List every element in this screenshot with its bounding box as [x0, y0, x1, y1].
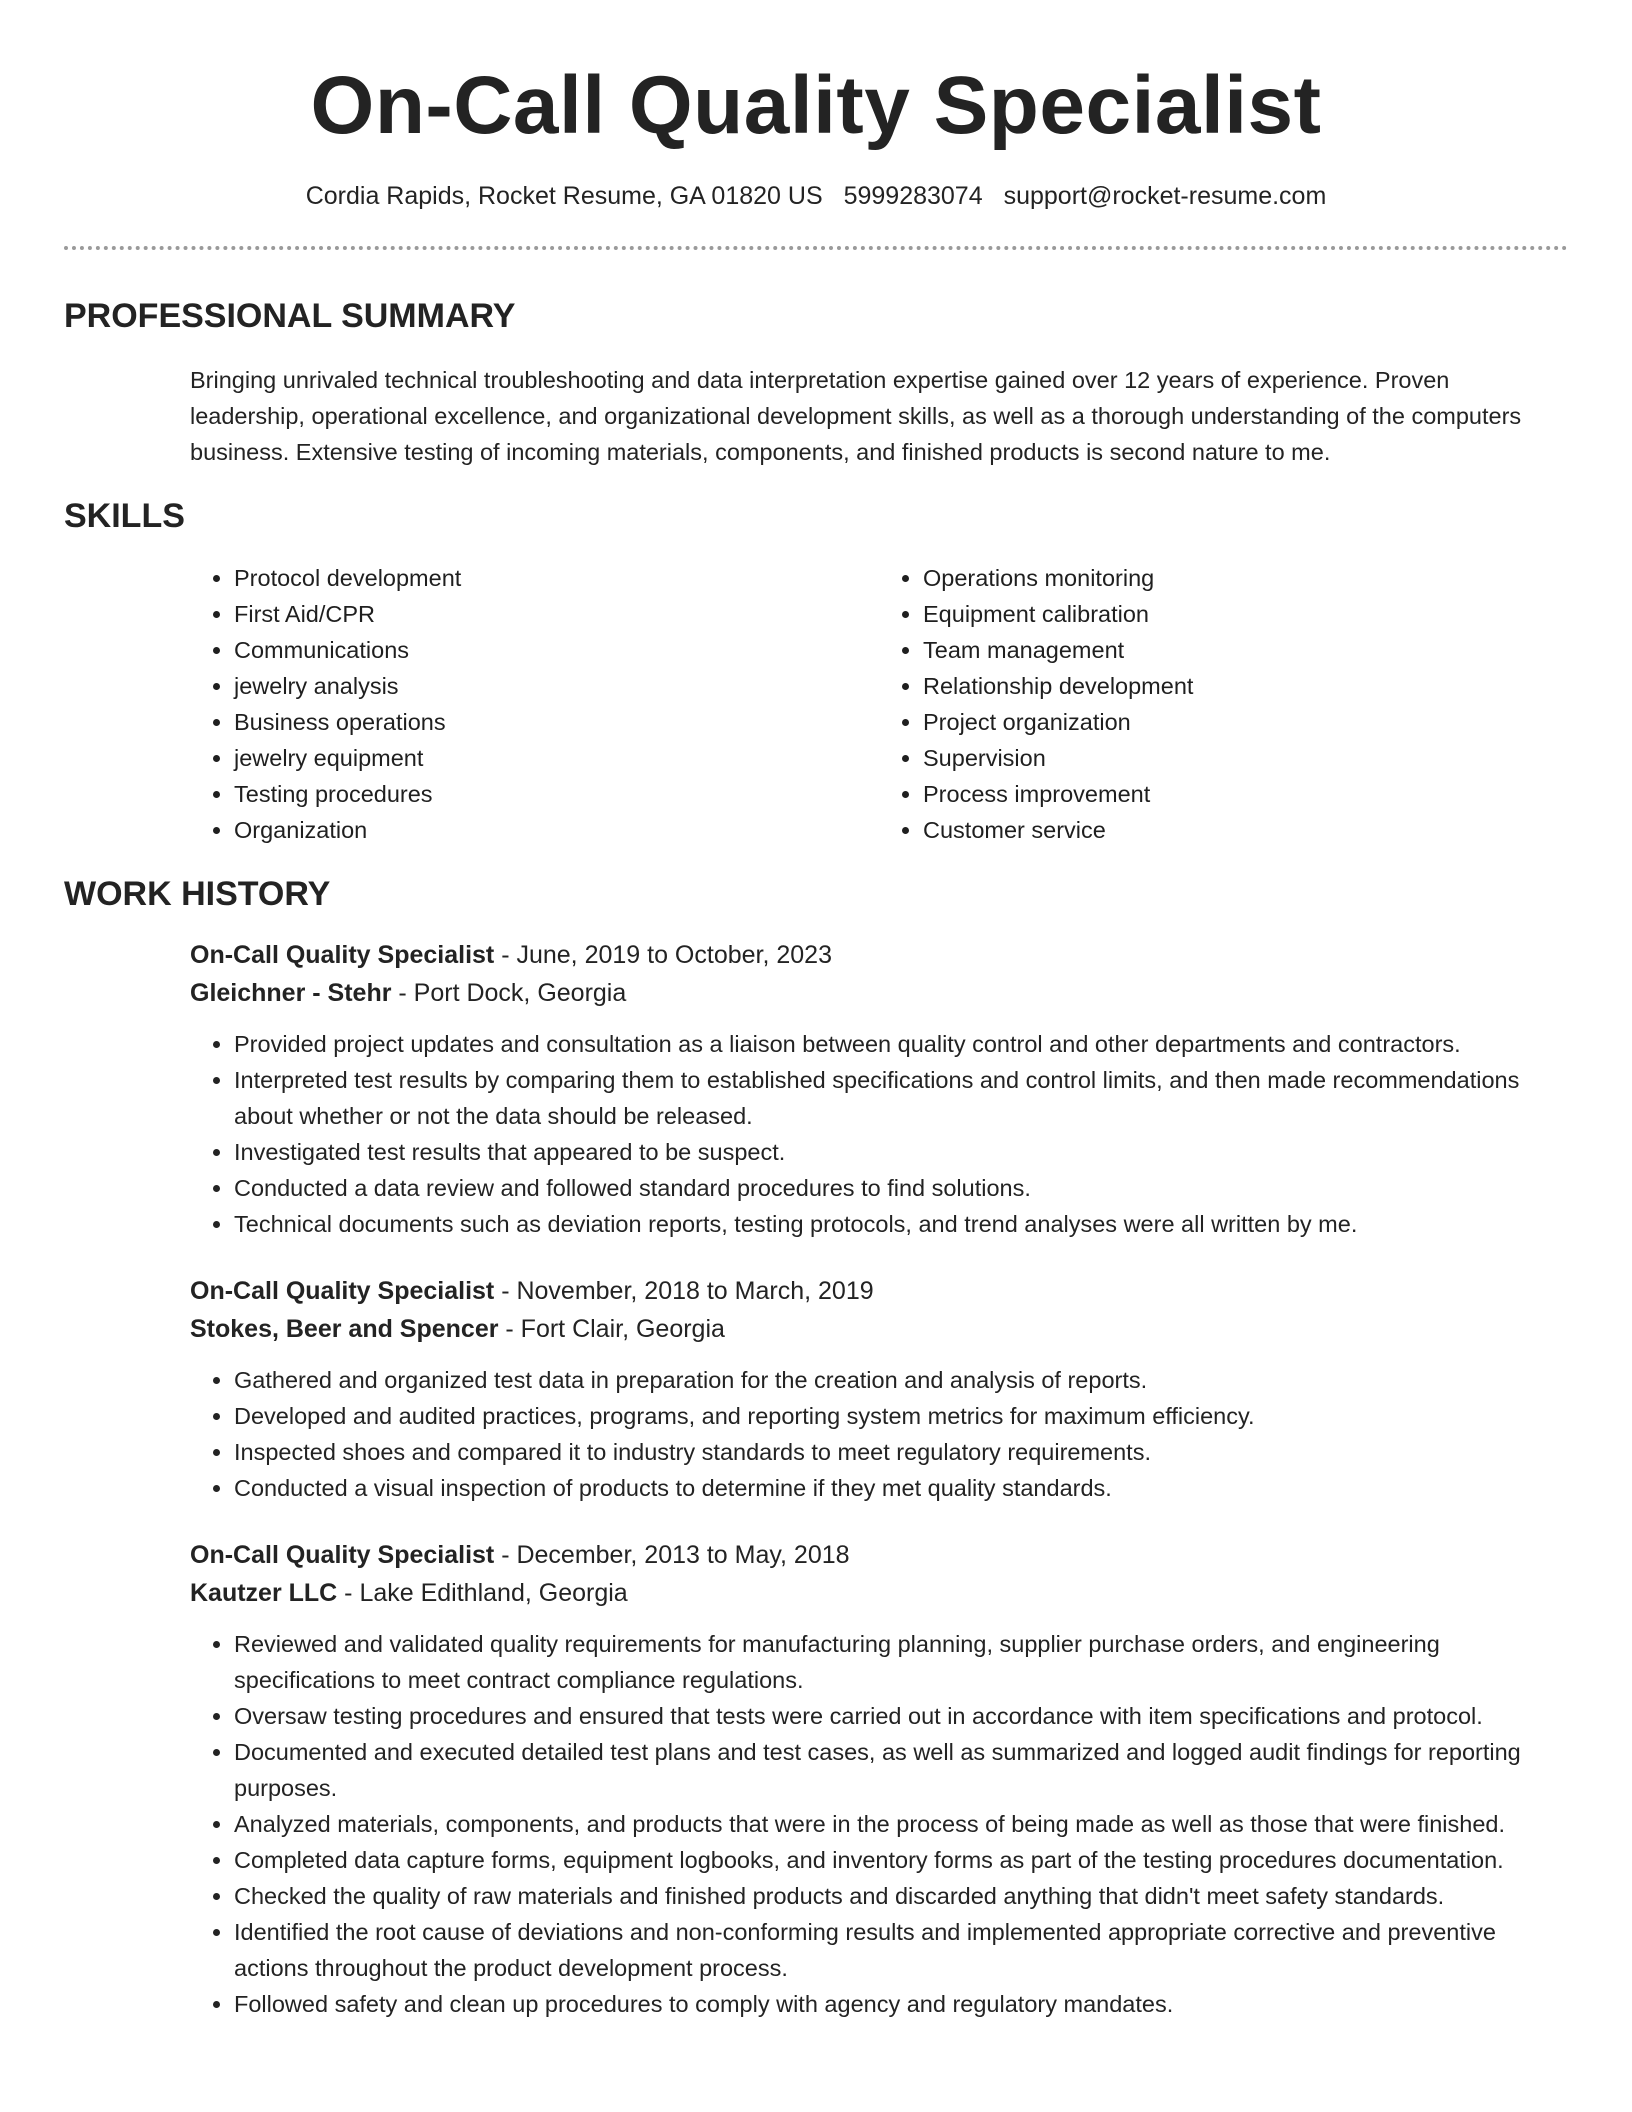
skill-item: • Communications — [234, 632, 879, 668]
job-entry — [64, 1536, 1568, 2022]
skill-item: • Testing procedures — [234, 776, 879, 812]
job-company-line — [190, 1310, 1568, 1348]
job-entry — [64, 936, 1568, 1242]
summary-heading: PROFESSIONAL SUMMARY — [64, 297, 516, 335]
skill-item: • Protocol development — [234, 560, 879, 596]
job-title-line — [190, 1536, 1568, 1574]
skill-item: • Project organization — [923, 704, 1568, 740]
job-bullet: • Investigated test results that appeared to be suspect. — [234, 1134, 1568, 1170]
job-location: - Port Dock, Georgia — [391, 979, 627, 1007]
job-title: On-Call Quality Specialist — [190, 941, 495, 969]
job-bullet: • Inspected shoes and compared it to industry standards to meet regulatory requirements. — [234, 1434, 1568, 1470]
job-bullet: • Followed safety and clean up procedures to comply with agency and regulatory mandates. — [234, 1986, 1568, 2022]
skills-column-left — [190, 560, 879, 848]
job-company-line — [190, 974, 1568, 1012]
job-bullet: • Provided project updates and consultation as a liaison between quality control and other departments and contractors. — [234, 1026, 1568, 1062]
job-entry — [64, 1272, 1568, 1506]
job-bullet: • Checked the quality of raw materials and finished products and discarded anything that didn't meet safety standards. — [234, 1878, 1568, 1914]
job-bullet: • Technical documents such as deviation reports, testing protocols, and trend analyses were all written by me. — [234, 1206, 1568, 1242]
job-company: Kautzer LLC — [190, 1579, 338, 1607]
job-bullet: • Analyzed materials, components, and products that were in the process of being made as well as those that were finished. — [234, 1806, 1568, 1842]
skill-item: • Operations monitoring — [923, 560, 1568, 596]
job-title: On-Call Quality Specialist — [190, 1277, 495, 1305]
skill-item: • First Aid/CPR — [234, 596, 879, 632]
job-bullet: • Developed and audited practices, programs, and reporting system metrics for maximum efficiency. — [234, 1398, 1568, 1434]
summary-text: Bringing unrivaled technical troubleshooting and data interpretation expertise gained over 12 years of experience. Proven leadership, operational excellence, and organizational development skills, as well as a thorough understanding of the computers business. Extensive testing of incoming materials, components, and finished products is second nature to me. — [190, 367, 1522, 465]
skill-item: • Supervision — [923, 740, 1568, 776]
skills-column-right — [879, 560, 1568, 848]
job-bullet: • Conducted a data review and followed standard procedures to find solutions. — [234, 1170, 1568, 1206]
job-bullets — [190, 1362, 1568, 1506]
work-history-heading: WORK HISTORY — [64, 875, 331, 913]
skill-item: • Team management — [923, 632, 1568, 668]
job-title-line — [190, 1272, 1568, 1310]
skills-heading: SKILLS — [64, 497, 185, 535]
job-location: - Fort Clair, Georgia — [498, 1315, 725, 1343]
skill-item: • jewelry equipment — [234, 740, 879, 776]
job-bullet: • Interpreted test results by comparing them to established specifications and control limits, and then made recommendations about whether or not the data should be released. — [234, 1062, 1568, 1134]
job-company-line — [190, 1574, 1568, 1612]
job-bullet: • Completed data capture forms, equipment logbooks, and inventory forms as part of the testing procedures documentation. — [234, 1842, 1568, 1878]
job-bullets — [190, 1026, 1568, 1242]
job-bullets — [190, 1626, 1568, 2022]
contact-email: support@rocket-resume.com — [1003, 182, 1327, 210]
job-company: Gleichner - Stehr — [190, 979, 392, 1007]
job-bullet: • Reviewed and validated quality requirements for manufacturing planning, supplier purchase orders, and engineering specifications to meet contract compliance regulations. — [234, 1626, 1568, 1698]
resume-name: On-Call Quality Specialist — [310, 60, 1322, 151]
job-dates: - June, 2019 to October, 2023 — [494, 941, 832, 969]
job-company: Stokes, Beer and Spencer — [190, 1315, 499, 1343]
skill-item: • Customer service — [923, 812, 1568, 848]
skill-item: • Relationship development — [923, 668, 1568, 704]
skill-item: • Equipment calibration — [923, 596, 1568, 632]
job-location: - Lake Edithland, Georgia — [337, 1579, 628, 1607]
job-dates: - December, 2013 to May, 2018 — [494, 1541, 850, 1569]
contact-phone: 5999283074 — [843, 182, 983, 210]
header-divider — [64, 246, 1568, 250]
skill-item: • Organization — [234, 812, 879, 848]
job-dates: - November, 2018 to March, 2019 — [494, 1277, 874, 1305]
job-bullet: • Identified the root cause of deviations and non-conforming results and implemented appropriate corrective and preventive actions throughout the product development process. — [234, 1914, 1568, 1986]
skill-item: • Business operations — [234, 704, 879, 740]
contact-line — [64, 180, 1568, 212]
job-bullet: • Oversaw testing procedures and ensured that tests were carried out in accordance with item specifications and protocol. — [234, 1698, 1568, 1734]
job-title: On-Call Quality Specialist — [190, 1541, 495, 1569]
skill-item: • Process improvement — [923, 776, 1568, 812]
job-title-line — [190, 936, 1568, 974]
skills-grid — [64, 560, 1568, 848]
skill-item: • jewelry analysis — [234, 668, 879, 704]
job-bullet: • Conducted a visual inspection of products to determine if they met quality standards. — [234, 1470, 1568, 1506]
contact-address: Cordia Rapids, Rocket Resume, GA 01820 US — [305, 182, 823, 210]
job-bullet: • Documented and executed detailed test plans and test cases, as well as summarized and logged audit findings for reporting purposes. — [234, 1734, 1568, 1806]
job-bullet: • Gathered and organized test data in preparation for the creation and analysis of reports. — [234, 1362, 1568, 1398]
